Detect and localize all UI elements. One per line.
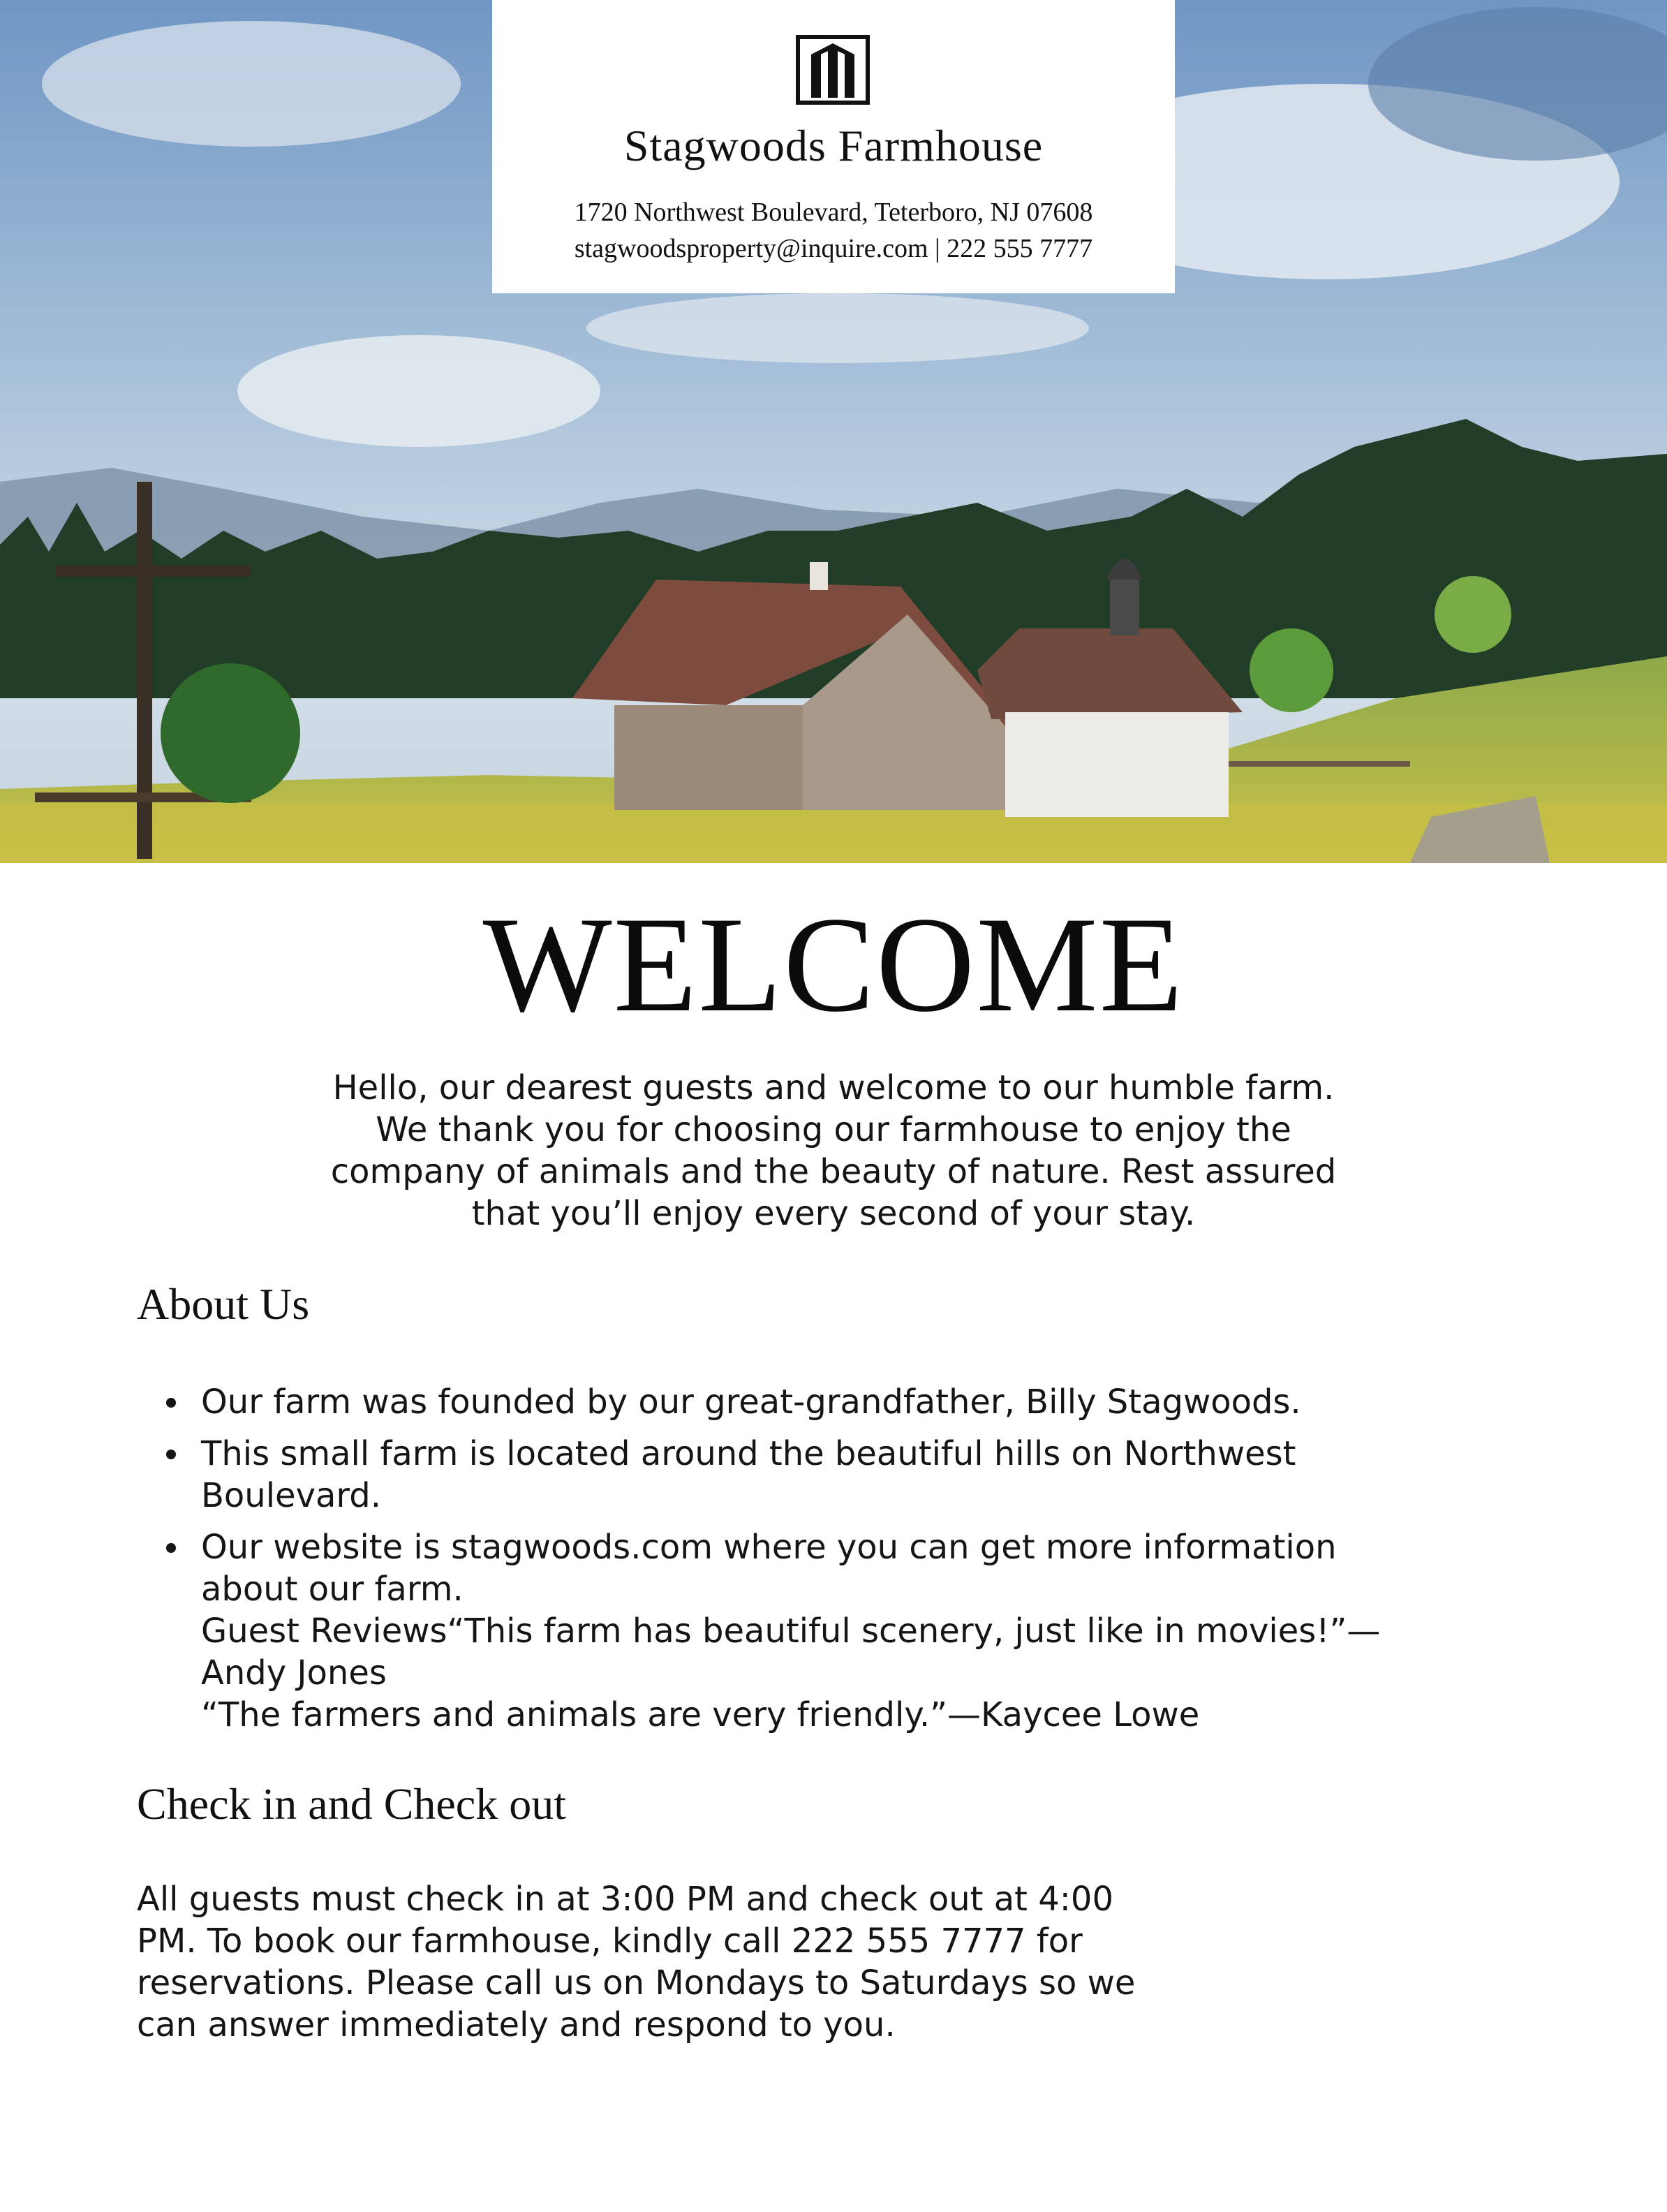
- business-address: 1720 Northwest Boulevard, Teterboro, NJ 07608: [574, 198, 1093, 227]
- about-list: [154, 1381, 1515, 1746]
- list-item: [154, 1526, 1515, 1736]
- list-item-line: Our farm was founded by our great-grandfather, Billy Stagwoods.: [201, 1382, 1301, 1422]
- list-item-line: This small farm is located around the beautiful hills on Northwest: [201, 1434, 1296, 1473]
- intro-line: Hello, our dearest guests and welcome to our humble farm.: [332, 1068, 1335, 1107]
- guest-review-line: “The farmers and animals are very friendly.”—Kaycee Lowe: [201, 1695, 1200, 1734]
- checkin-line: PM. To book our farmhouse, kindly call 222 555 7777 for: [137, 1922, 1083, 1961]
- bullet-icon: [166, 1450, 176, 1459]
- list-item-line: Our website is stagwoods.com where you can get more information: [201, 1528, 1337, 1567]
- list-item-line: Boulevard.: [201, 1476, 382, 1515]
- list-item-line: about our farm.: [201, 1570, 464, 1609]
- guest-review-line: Andy Jones: [201, 1653, 387, 1693]
- list-item: [154, 1433, 1515, 1517]
- checkin-line: All guests must check in at 3:00 PM and check out at 4:00: [137, 1880, 1114, 1919]
- about-heading: About Us: [137, 1279, 310, 1329]
- page-title: WELCOME: [482, 889, 1185, 1040]
- contact-block: [492, 194, 1175, 267]
- business-contact: stagwoodsproperty@inquire.com | 222 555 7777: [574, 234, 1093, 263]
- welcome-intro: [230, 1067, 1437, 1234]
- building-logo-icon: [796, 35, 870, 105]
- guest-review-line: Guest Reviews“This farm has beautiful scenery, just like in movies!”—: [201, 1612, 1381, 1651]
- intro-line: that you’ll enjoy every second of your stay.: [471, 1194, 1196, 1233]
- bullet-icon: [166, 1398, 176, 1408]
- list-item: [154, 1381, 1515, 1423]
- intro-line: We thank you for choosing our farmhouse to enjoy the: [376, 1110, 1291, 1149]
- business-name: Stagwoods Farmhouse: [623, 121, 1044, 170]
- checkin-text: [137, 1878, 1254, 2046]
- bullet-icon: [166, 1543, 176, 1553]
- intro-line: company of animals and the beauty of nature. Rest assured: [330, 1152, 1337, 1191]
- checkin-line: can answer immediately and respond to you.: [137, 2005, 896, 2044]
- checkin-heading: Check in and Check out: [137, 1779, 566, 1829]
- checkin-line: reservations. Please call us on Mondays to Saturdays so we: [137, 1963, 1136, 2003]
